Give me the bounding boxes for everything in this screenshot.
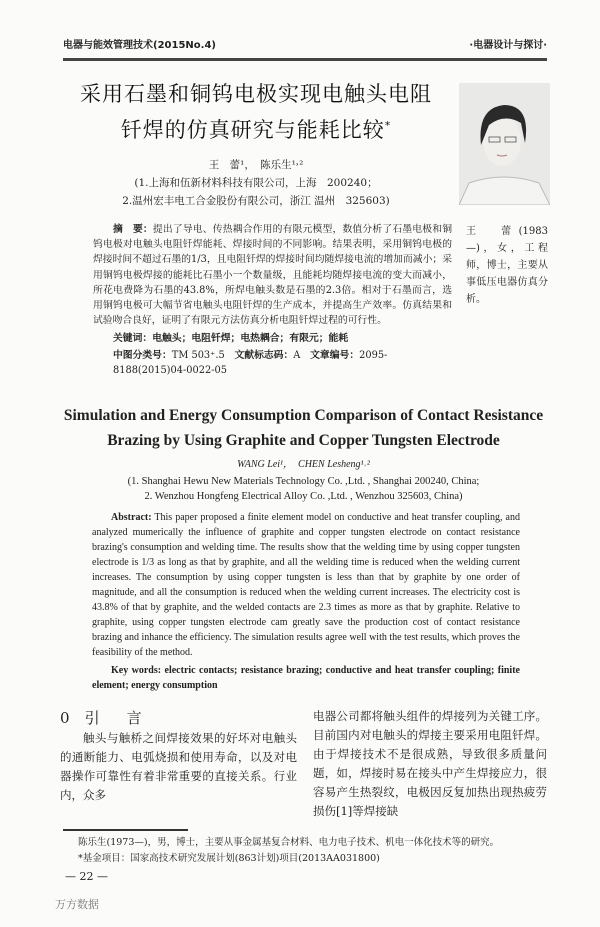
doc-code-label: 文献标志码： bbox=[234, 349, 294, 361]
classification-line bbox=[113, 348, 452, 378]
abstract-cn bbox=[93, 222, 452, 328]
header-rule bbox=[63, 58, 547, 61]
title-en-line: Brazing by Using Graphite and Copper Tungsten Electrode bbox=[107, 432, 500, 449]
keywords-en-text: electric contacts; resistance brazing; conductive and heat transfer coupling; finite element; energy consumption bbox=[92, 665, 520, 691]
article-id-value: 2095-8188(2015)04-0022-05 bbox=[113, 349, 388, 376]
affiliation-en-2: 2. Wenzhou Hongfeng Electrical Alloy Co. ,Ltd. , Wenzhou 325603, China) bbox=[144, 491, 463, 502]
front-matter-cn-main bbox=[60, 79, 452, 378]
watermark: 万方数据 bbox=[55, 898, 99, 912]
clc-value: TM 503⁺.5 bbox=[171, 349, 225, 361]
author-photo bbox=[459, 83, 550, 205]
title-en bbox=[60, 403, 547, 453]
authors-en: WANG Lei¹， CHEN Lesheng¹˒² bbox=[237, 459, 370, 470]
title-cn-line: 钎焊的仿真研究与能耗比较 bbox=[120, 118, 385, 142]
authors-cn: 王 蕾¹， 陈乐生¹˒² bbox=[208, 159, 304, 171]
keywords-cn-text: 电触头；电阻钎焊；电热耦合；有限元；能耗 bbox=[152, 333, 349, 345]
body-left bbox=[60, 707, 297, 821]
title-en-line: Simulation and Energy Consumption Comparison of Contact Resistance bbox=[63, 407, 544, 424]
body-columns bbox=[60, 707, 547, 821]
keywords-cn bbox=[113, 331, 452, 346]
abstract-en bbox=[92, 510, 520, 660]
doc-code-value: A bbox=[293, 349, 301, 361]
title-cn-line: 采用石墨和铜钨电极实现电触头电阻 bbox=[80, 82, 432, 106]
article-id-label: 文章编号： bbox=[310, 349, 360, 361]
abstract-en-label: Abstract: bbox=[111, 512, 152, 523]
footnote-fund: *基金项目：国家高技术研究发展计划(863计划)项目(2013AA031800) bbox=[78, 853, 380, 865]
title-cn bbox=[60, 79, 452, 146]
abstract-cn-text: 提出了导电、传热耦合作用的有限元模型，数值分析了石墨电极和铜钨电极对电触头电阻钎焊能耗、焊接时间的不同影响。结果表明，采用铜钨电极的焊接时间不超过石墨的1/3，且电阻钎焊的焊接时间均随焊接电流的增加而减小；采用铜钨电极焊接的能耗比石墨小一个数量级，且能耗均随焊接电流的变大而减小，所花电费降为石墨的43.8%，所焊电触头数是石墨的2.3倍。相对于石墨而言，选用铜钨电极可大幅节省电触头电阻钎焊的生产成本，并提高生产效率。仿真结果和试验吻合良好，证明了有限元方法仿真分析电阻钎焊过程的可行性。 bbox=[93, 224, 453, 327]
affiliation-cn-1: (1.上海和伍新材料科技有限公司，上海 200240； bbox=[134, 177, 378, 189]
running-header bbox=[60, 38, 547, 54]
keywords-cn-label: 关键词： bbox=[113, 333, 153, 345]
footnote-rule bbox=[63, 829, 188, 831]
front-matter-cn bbox=[60, 79, 547, 389]
body-left-column: 触头与触桥之间焊接效果的好坏对电触头的通断能力、电弧烧损和使用寿命，以及对电器操作可靠性有着非常重要的直接关系。行业内，众多 bbox=[60, 731, 297, 802]
page-number: — 22 — bbox=[65, 870, 108, 884]
journal-header: 电器与能效管理技术(2015No.4) bbox=[63, 40, 216, 51]
clc-label: 中图分类号： bbox=[113, 349, 172, 361]
fund-mark: * bbox=[384, 119, 392, 132]
affiliation-en-1: (1. Shanghai Hewu New Materials Technology Co. ,Ltd. , Shanghai 200240, China; bbox=[127, 476, 480, 487]
section-header: ·电器设计与探讨· bbox=[469, 40, 547, 51]
affiliation-cn-2: 2.温州宏丰电工合金股份有限公司，浙江 温州 325603) bbox=[122, 195, 390, 207]
abstract-en-text: This paper proposed a finite element model on conductive and heat transfer coupling, and analyzed mumerically the influence of graphite and copper tungsten electrode on contact resistance brazing's consumption and welding time. The results show that the welding time by using copper tungsten electrode is 1/3 as long as that by graphite, and all the welding time is reduced when the welding current increases. The consumption by using copper tungsten is less than that by graphite by one order of magnitude, and all the consumption is reduced when the welding current increases. The electricity cost is 43.8% of that by graphite, and the welded contacts are 2.3 times as more as that by graphite. Relative to graphite, using copper tungsten electrode cam greatly save the production cost of contact resistance brazing and inhance the efficiency. The simulation results agree well with the test results, which proves the feasibility of the method. bbox=[92, 512, 520, 658]
abstract-cn-label: 摘 要： bbox=[113, 224, 153, 235]
body-right-column: 电器公司都将触头组件的焊接列为关键工序。目前国内对电触头的焊接主要采用电阻钎焊。由于焊接技术不是很成熟，导致很多质量问题，如，焊接时易在接头中产生焊接应力，很容易产生热裂纹，电极因反复加热出现热疲劳损伤[1]等焊接缺 bbox=[313, 709, 547, 818]
section-heading bbox=[60, 707, 297, 729]
author-bio: 王 蕾(1983—)，女，工程师，博士，主要从事低压电器仿真分析。 bbox=[466, 226, 548, 305]
footnote-author: 陈乐生(1973—)，男，博士，主要从事金属基复合材料、电力电子技术、机电一体化技术等的研究。 bbox=[78, 837, 500, 848]
section-number: 0 bbox=[60, 709, 70, 727]
keywords-en bbox=[92, 663, 520, 693]
section-title: 引 言 bbox=[84, 709, 148, 727]
keywords-en-label: Key words: bbox=[111, 665, 162, 676]
